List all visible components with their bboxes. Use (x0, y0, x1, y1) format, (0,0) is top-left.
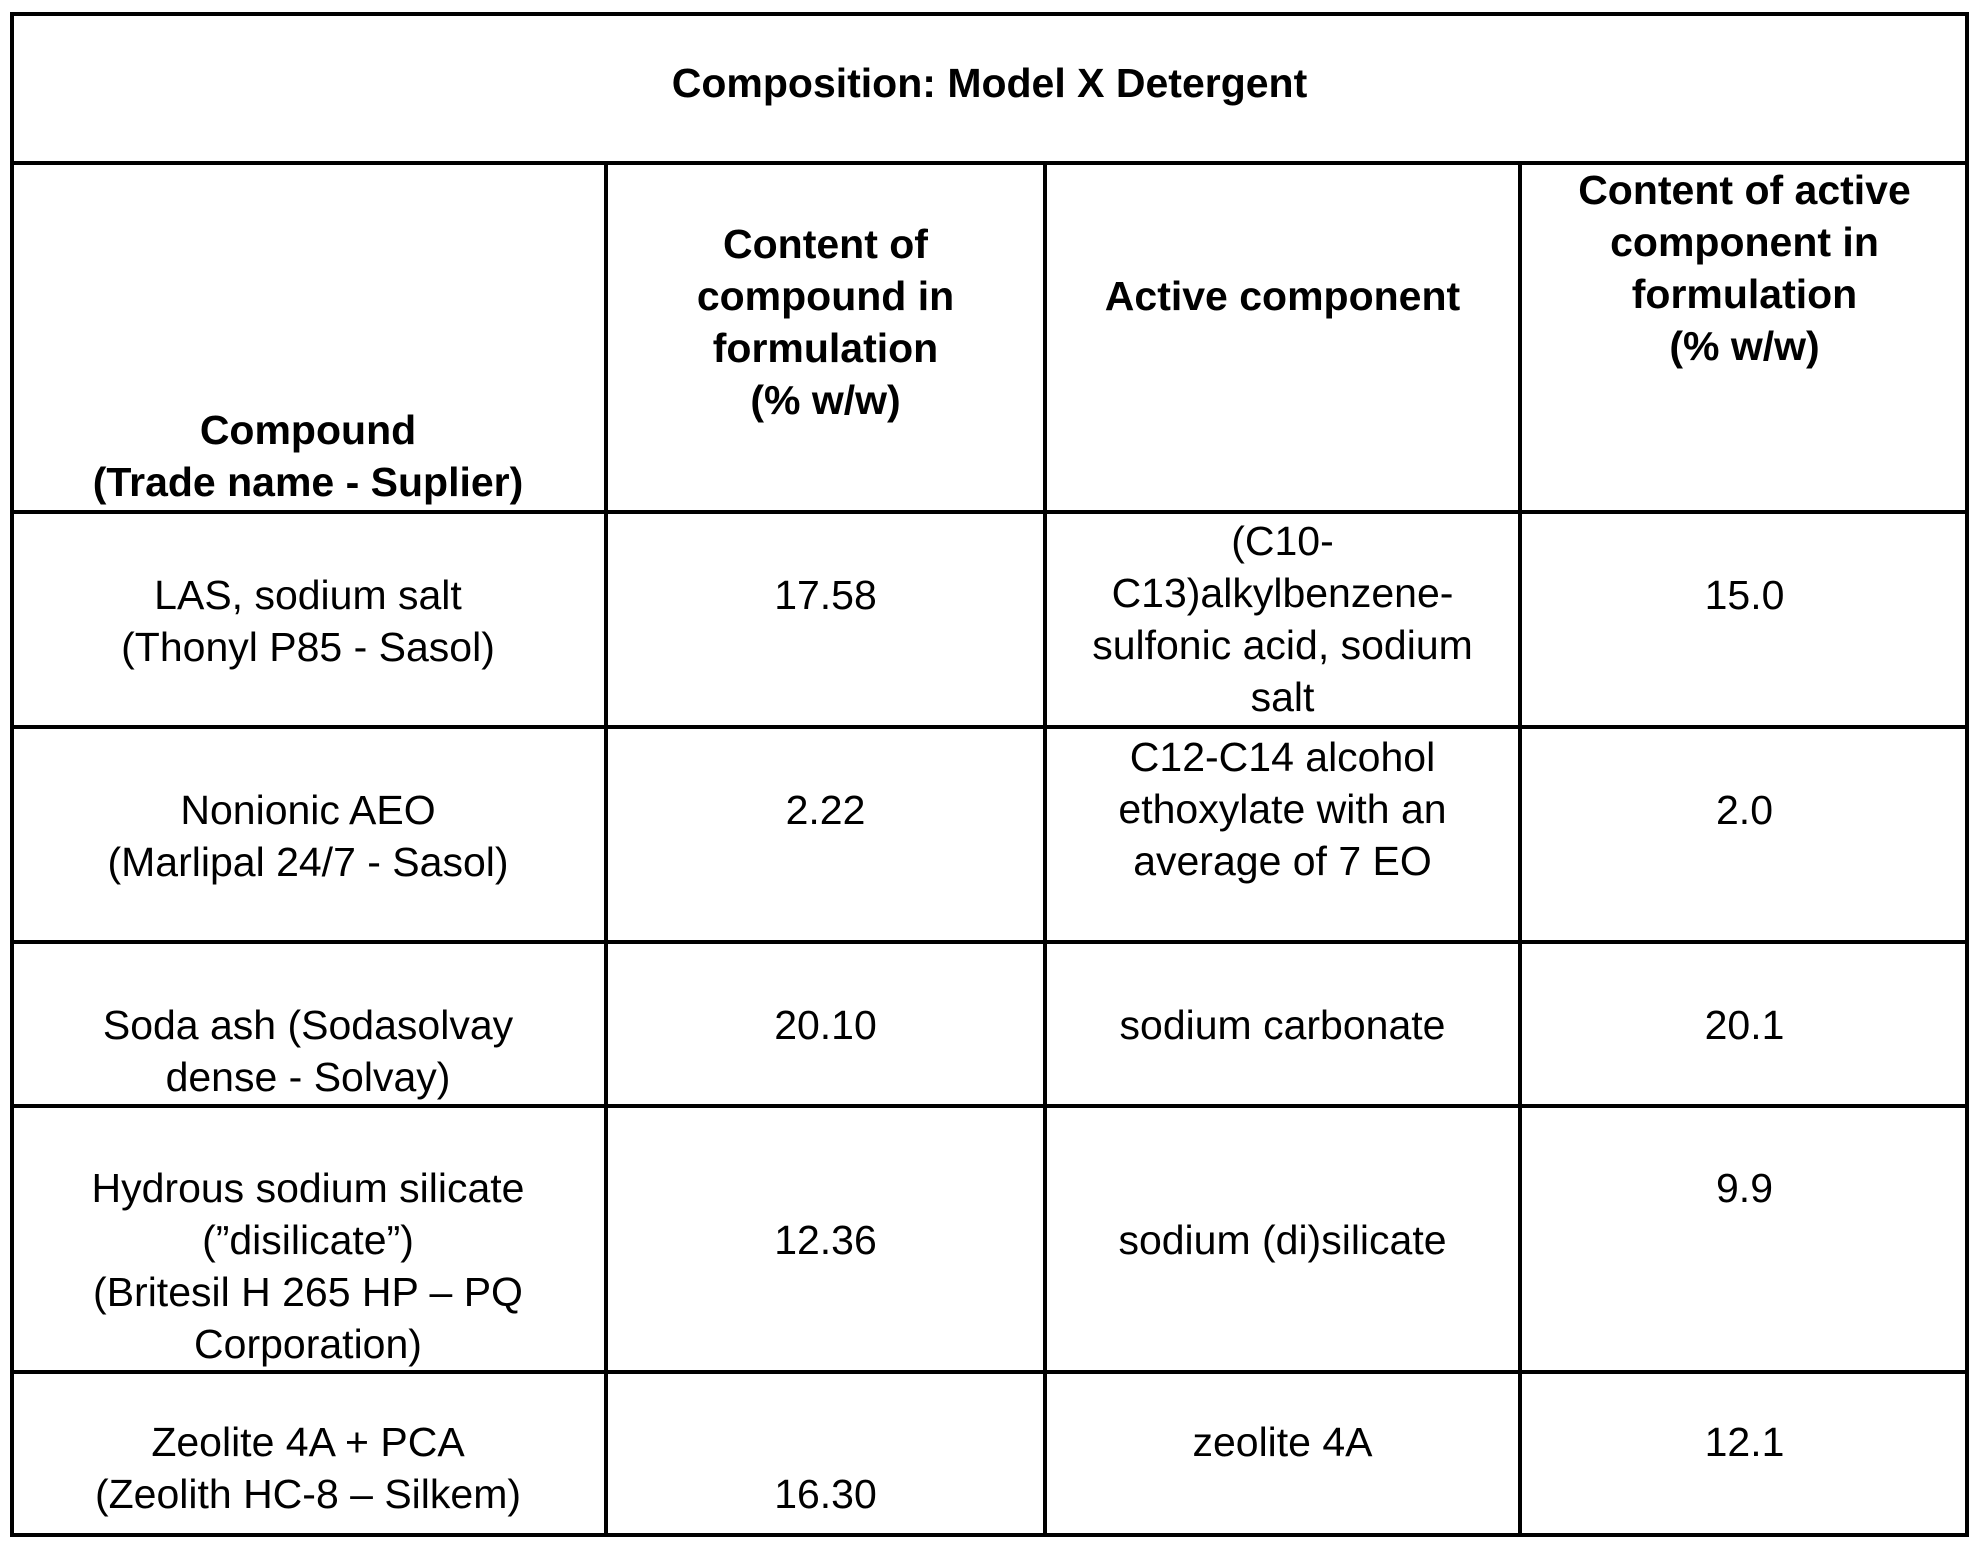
table-row (10, 513, 606, 728)
cell-content-active-wrap (1520, 728, 1969, 943)
cell-content-compound: 2.22 (785, 787, 866, 833)
cell-content-active: 2.0 (1716, 787, 1773, 833)
cell-compound: Nonionic AEO (Marlipal 24/7 - Sasol) (107, 787, 509, 885)
header-content-compound-label: Content of compound in formulation (% w/w) (696, 221, 955, 423)
cell-active-component-wrap (1045, 728, 1520, 943)
cell-content-compound-wrap (606, 943, 1045, 1107)
table-row (10, 943, 606, 1107)
header-content-compound (606, 164, 1045, 513)
cell-content-active-wrap (1520, 943, 1969, 1107)
cell-content-active: 15.0 (1704, 572, 1785, 618)
cell-content-compound-wrap (606, 728, 1045, 943)
cell-content-compound-wrap (606, 513, 1045, 728)
cell-compound: Hydrous sodium silicate (”disilicate”) (Britesil H 265 HP – PQ Corporation) (91, 1165, 525, 1367)
cell-active-component-wrap (1045, 943, 1520, 1107)
cell-content-active-wrap (1520, 513, 1969, 728)
header-content-active-label: Content of active component in formulation (% w/w) (1578, 167, 1911, 369)
table-row (10, 1373, 606, 1537)
cell-content-active: 20.1 (1704, 1002, 1785, 1048)
table-row (10, 728, 606, 943)
cell-active-component: (C10- C13)alkylbenzene- sulfonic acid, sodium salt (1092, 518, 1473, 720)
cell-content-active-wrap (1520, 1373, 1969, 1537)
cell-content-compound: 20.10 (774, 1002, 877, 1048)
table-title-cell (10, 12, 1969, 163)
cell-compound: Zeolite 4A + PCA (Zeolith HC-8 – Silkem) (94, 1419, 522, 1517)
cell-content-compound: 16.30 (774, 1471, 877, 1517)
cell-compound: LAS, sodium salt (Thonyl P85 - Sasol) (121, 572, 495, 670)
cell-content-active-wrap (1520, 1107, 1969, 1373)
cell-active-component-wrap (1045, 1107, 1520, 1373)
header-compound (10, 164, 606, 513)
cell-active-component: sodium carbonate (1119, 1002, 1446, 1048)
table-title: Composition: Model X Detergent (671, 60, 1308, 106)
cell-active-component: sodium (di)silicate (1118, 1217, 1447, 1263)
header-active-component-label: Active component (1104, 273, 1461, 319)
cell-compound: Soda ash (Sodasolvay dense - Solvay) (102, 1002, 514, 1100)
cell-active-component: zeolite 4A (1192, 1419, 1373, 1465)
header-content-active (1520, 164, 1969, 513)
cell-content-compound-wrap (606, 1373, 1045, 1537)
cell-active-component-wrap (1045, 1373, 1520, 1537)
table-row (10, 1107, 606, 1373)
header-compound-label: Compound (Trade name - Suplier) (92, 407, 524, 505)
cell-active-component: C12-C14 alcohol ethoxylate with an average of 7 EO (1118, 734, 1447, 884)
cell-content-compound: 17.58 (774, 572, 877, 618)
header-active-component (1045, 164, 1520, 513)
cell-content-active: 9.9 (1716, 1165, 1773, 1211)
cell-active-component-wrap (1045, 513, 1520, 728)
cell-content-compound-wrap (606, 1107, 1045, 1373)
cell-content-active: 12.1 (1704, 1419, 1785, 1465)
cell-content-compound: 12.36 (774, 1217, 877, 1263)
